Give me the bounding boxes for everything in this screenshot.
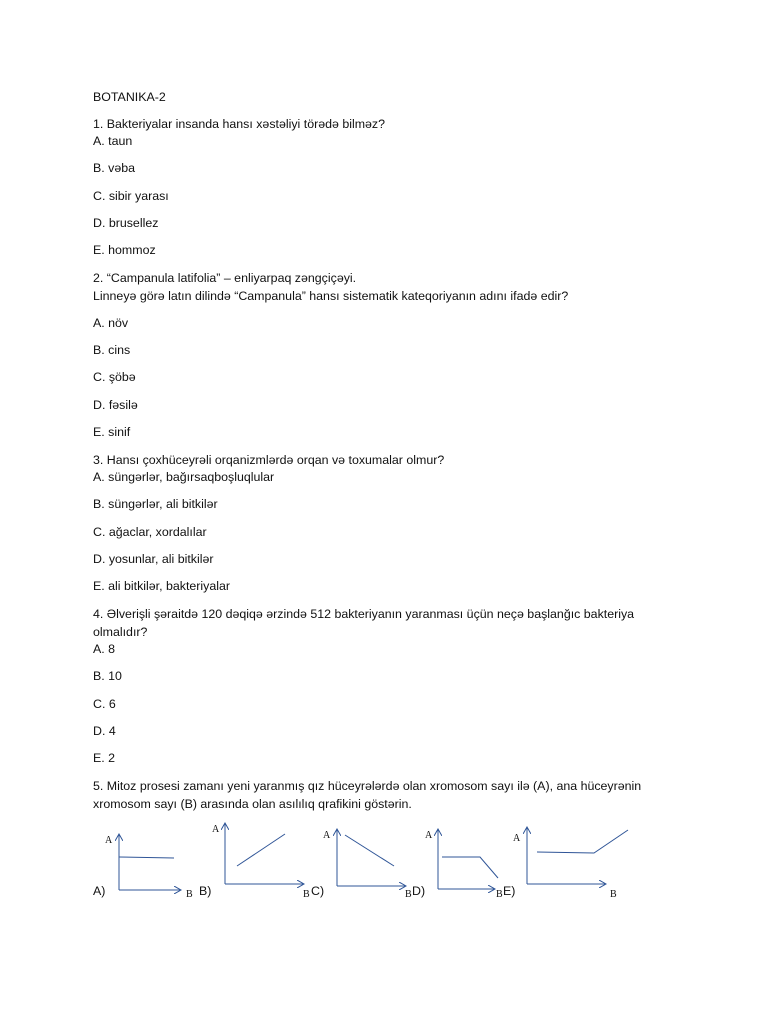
graph-a-axis-a-label: A: [105, 835, 113, 846]
graph-e-line: [537, 830, 628, 853]
question-3-option-a: A. süngərlər, bağırsaqboşluqlular: [93, 470, 275, 484]
question-4-option-d: D. 4: [93, 724, 116, 738]
document-title: BOTANIKA-2: [93, 90, 166, 104]
graph-d-axis-b-label: B: [496, 889, 503, 900]
graph-b-line: [237, 834, 285, 866]
graph-d-axis-a-label: A: [425, 830, 433, 841]
graph-a-line: [119, 857, 174, 858]
graph-d-line: [442, 857, 498, 878]
question-1-text: 1. Bakteriyalar insanda hansı xəstəliyi törədə bilməz?: [93, 117, 386, 131]
question-2-option-c: C. şöbə: [93, 370, 136, 384]
graph-option-e-label: E): [503, 884, 516, 898]
graph-a: [105, 835, 193, 900]
question-2-option-a: A. növ: [93, 316, 129, 330]
question-1-option-e: E. hommoz: [93, 243, 156, 257]
graph-e-axis-a-label: A: [513, 833, 521, 844]
question-4-text-line-2: olmalıdır?: [93, 625, 148, 639]
question-2-text-line-2: Linneyə görə latın dilində “Campanula” hansı sistematik kateqoriyanın adını ifadə edir?: [93, 289, 569, 303]
question-2-text-line-1: 2. “Campanula latifolia” – enliyarpaq zəngçiçəyi.: [93, 271, 357, 285]
question-2-option-b: B. cins: [93, 343, 131, 357]
graph-b: [212, 824, 310, 900]
graph-option-d-label: D): [412, 884, 426, 898]
question-1-option-b: B. vəba: [93, 161, 136, 175]
question-4-option-c: C. 6: [93, 697, 116, 711]
question-3-option-d: D. yosunlar, ali bitkilər: [93, 552, 214, 566]
question-1-option-c: C. sibir yarası: [93, 189, 169, 203]
graph-a-axis-b-label: B: [186, 889, 193, 900]
graph-b-axis-a-label: A: [212, 824, 220, 835]
graph-d: [425, 830, 503, 900]
question-2-option-d: D. fəsilə: [93, 398, 138, 412]
question-2-option-e: E. sinif: [93, 425, 131, 439]
graph-option-b-label: B): [199, 884, 212, 898]
graph-c-axis-b-label: B: [405, 889, 412, 900]
question-4-text-line-1: 4. Əlverişli şəraitdə 120 dəqiqə ərzində 512 bakteriyanın yaranması üçün neçə başlanğıc bakteriya: [93, 607, 635, 621]
question-3-option-c: C. ağaclar, xordalılar: [93, 525, 207, 539]
question-4-option-b: B. 10: [93, 669, 122, 683]
graph-c-axis-a-label: A: [323, 830, 331, 841]
graph-e-axis-b-label: B: [610, 889, 617, 900]
graph-c: [323, 830, 412, 900]
graph-option-a-label: A): [93, 884, 106, 898]
question-3-option-b: B. süngərlər, ali bitkilər: [93, 497, 218, 511]
question-4-option-e: E. 2: [93, 751, 116, 765]
question-1-option-a: A. taun: [93, 134, 133, 148]
graph-b-axis-b-label: B: [303, 889, 310, 900]
question-3-option-e: E. ali bitkilər, bakteriyalar: [93, 579, 231, 593]
graph-option-c-label: C): [311, 884, 325, 898]
question-5-text-line-1: 5. Mitoz prosesi zamanı yeni yaranmış qız hüceyrələrdə olan xromosom sayı ilə (A), ana hüceyrənin: [93, 779, 642, 793]
question-4-option-a: A. 8: [93, 642, 116, 656]
graph-e: [513, 828, 628, 900]
question-3-text: 3. Hansı çoxhüceyrəli orqanizmlərdə orqan və toxumalar olmur?: [93, 453, 445, 467]
graph-c-line: [345, 835, 394, 866]
question-5-text-line-2: xromosom sayı (B) arasında olan asılılıq qrafikini göstərin.: [93, 797, 412, 811]
question-1-option-d: D. brusellez: [93, 216, 159, 230]
